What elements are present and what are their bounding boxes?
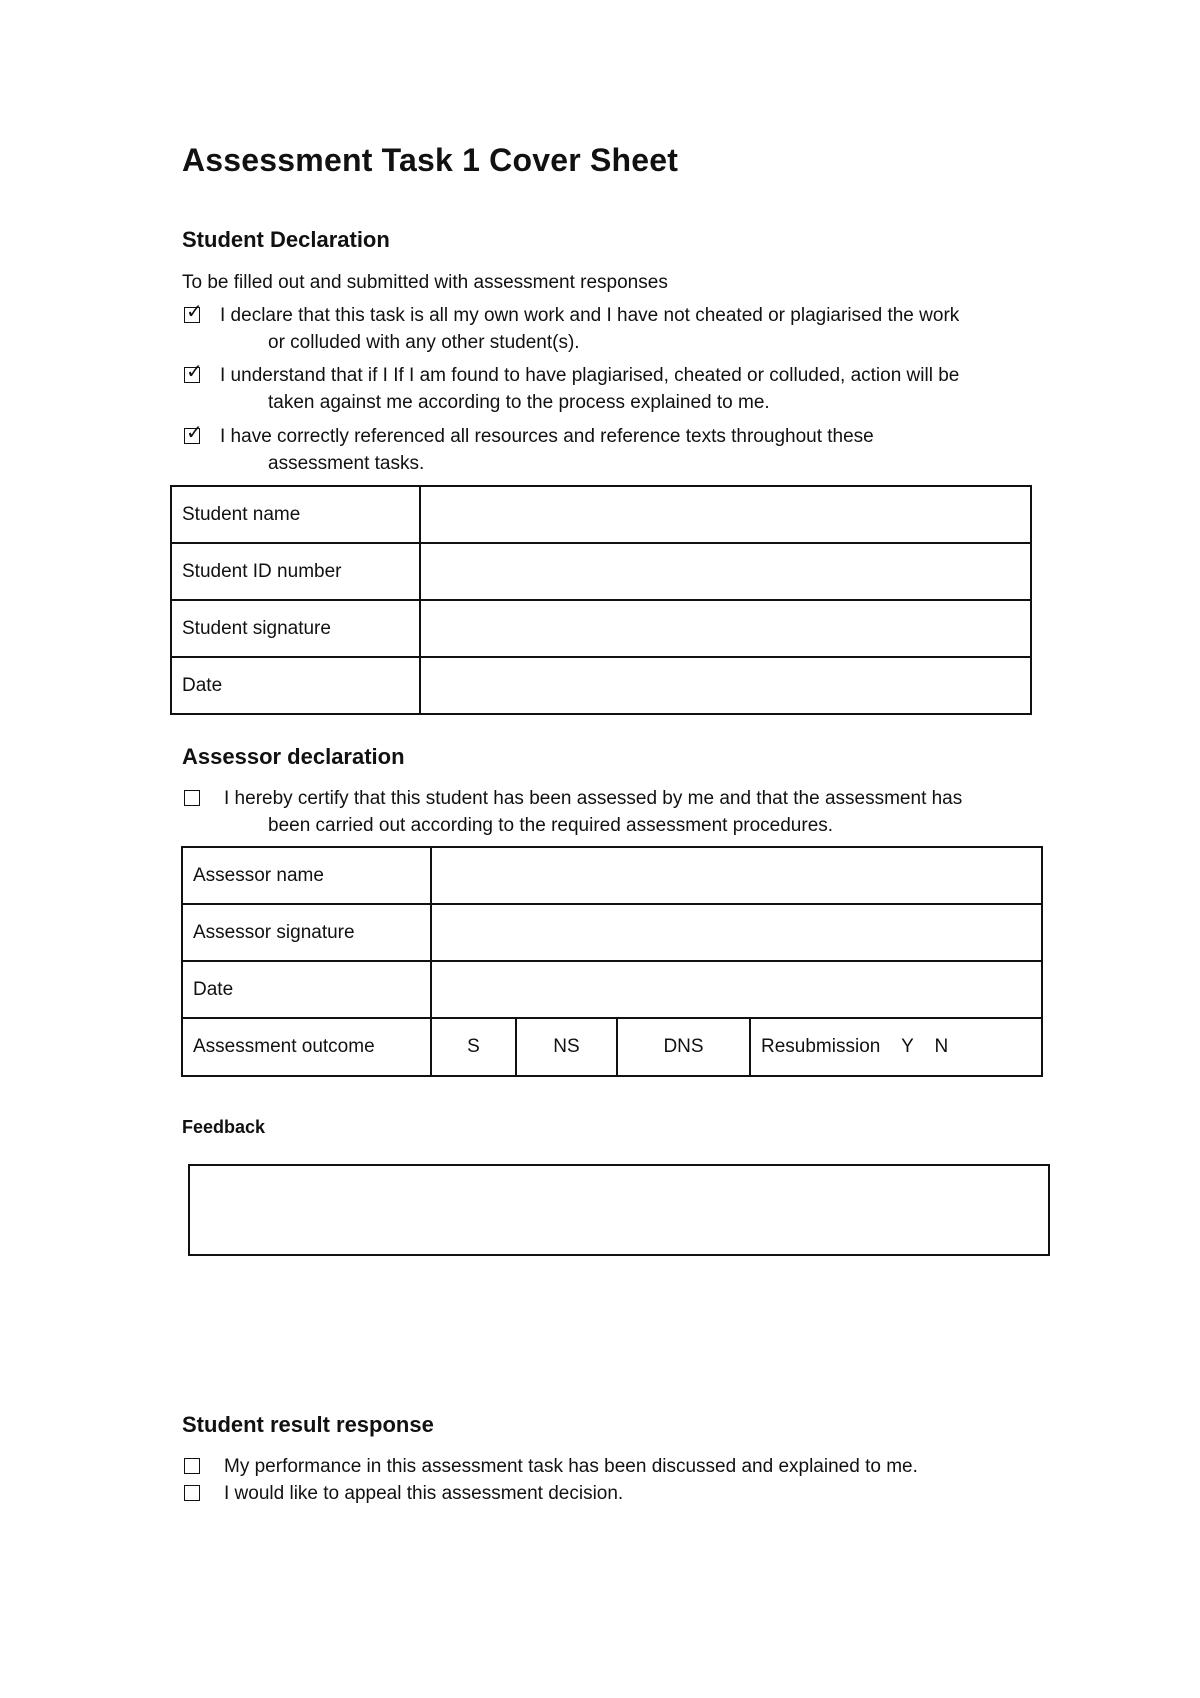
assessor-certify-item	[182, 785, 1042, 839]
student-id-field[interactable]	[420, 543, 1031, 600]
student-signature-field[interactable]	[420, 600, 1031, 657]
result-appeal-item	[182, 1480, 1042, 1507]
table-row	[182, 847, 1042, 904]
student-date-label: Date	[171, 657, 420, 714]
table-row	[171, 486, 1031, 543]
declaration-plagiarism-checkbox[interactable]	[184, 361, 203, 383]
student-signature-label: Student signature	[171, 600, 420, 657]
table-row	[171, 657, 1031, 714]
declaration-own-work-text: I declare that this task is all my own work and I have not cheated or plagiarised the work	[220, 305, 960, 326]
resubmission-option[interactable]: Resubmission Y N	[750, 1018, 1042, 1076]
student-declaration-heading: Student Declaration	[182, 227, 390, 252]
feedback-heading: Feedback	[182, 1117, 266, 1137]
assessor-date-field[interactable]	[431, 961, 1042, 1018]
feedback-textbox[interactable]	[188, 1164, 1050, 1256]
student-result-response-heading: Student result response	[182, 1412, 434, 1437]
result-discussed-checkbox[interactable]	[184, 1458, 200, 1474]
student-declaration-intro: To be filled out and submitted with assessment responses	[182, 272, 668, 293]
table-row	[182, 904, 1042, 961]
declaration-item-plagiarism	[182, 362, 1042, 416]
declaration-referenced-checkbox[interactable]	[184, 422, 203, 444]
assessor-certify-text: I hereby certify that this student has been assessed by me and that the assessment has	[224, 788, 963, 809]
checkmark-icon: ✓	[186, 301, 203, 323]
result-discussed-text: My performance in this assessment task has been discussed and explained to me.	[224, 1456, 918, 1477]
assessor-certify-checkbox[interactable]	[184, 790, 200, 806]
declaration-item-referenced	[182, 423, 1042, 477]
assessor-name-label: Assessor name	[182, 847, 431, 904]
declaration-referenced-text: I have correctly referenced all resources and reference texts throughout these	[220, 426, 874, 447]
checkmark-icon: ✓	[186, 361, 203, 383]
student-name-field[interactable]	[420, 486, 1031, 543]
declaration-own-work-text-cont: or colluded with any other student(s).	[268, 332, 580, 353]
assessor-declaration-heading: Assessor declaration	[182, 744, 405, 769]
result-appeal-text: I would like to appeal this assessment decision.	[224, 1483, 624, 1504]
assessor-date-label: Date	[182, 961, 431, 1018]
checkmark-icon: ✓	[186, 422, 203, 444]
declaration-plagiarism-text-cont: taken against me according to the process explained to me.	[268, 392, 770, 413]
outcome-option-dns[interactable]: DNS	[617, 1018, 750, 1076]
declaration-item-own-work	[182, 302, 1042, 356]
table-row	[182, 961, 1042, 1018]
student-details-table	[170, 485, 1032, 715]
outcome-option-ns[interactable]: NS	[516, 1018, 617, 1076]
student-date-field[interactable]	[420, 657, 1031, 714]
result-discussed-item	[182, 1453, 1042, 1480]
page-title: Assessment Task 1 Cover Sheet	[182, 142, 679, 178]
assessor-signature-field[interactable]	[431, 904, 1042, 961]
assessor-details-table	[181, 846, 1043, 1077]
declaration-referenced-text-cont: assessment tasks.	[268, 453, 425, 474]
assessor-name-field[interactable]	[431, 847, 1042, 904]
student-id-label: Student ID number	[171, 543, 420, 600]
declaration-own-work-checkbox[interactable]	[184, 301, 203, 323]
table-row	[182, 1018, 1042, 1076]
declaration-plagiarism-text: I understand that if I If I am found to have plagiarised, cheated or colluded, action will be	[220, 365, 960, 386]
assessor-signature-label: Assessor signature	[182, 904, 431, 961]
assessment-outcome-label: Assessment outcome	[182, 1018, 431, 1076]
outcome-option-s[interactable]: S	[431, 1018, 516, 1076]
student-name-label: Student name	[171, 486, 420, 543]
table-row	[171, 600, 1031, 657]
table-row	[171, 543, 1031, 600]
assessor-certify-text-cont: been carried out according to the required assessment procedures.	[268, 815, 834, 836]
result-appeal-checkbox[interactable]	[184, 1485, 200, 1501]
